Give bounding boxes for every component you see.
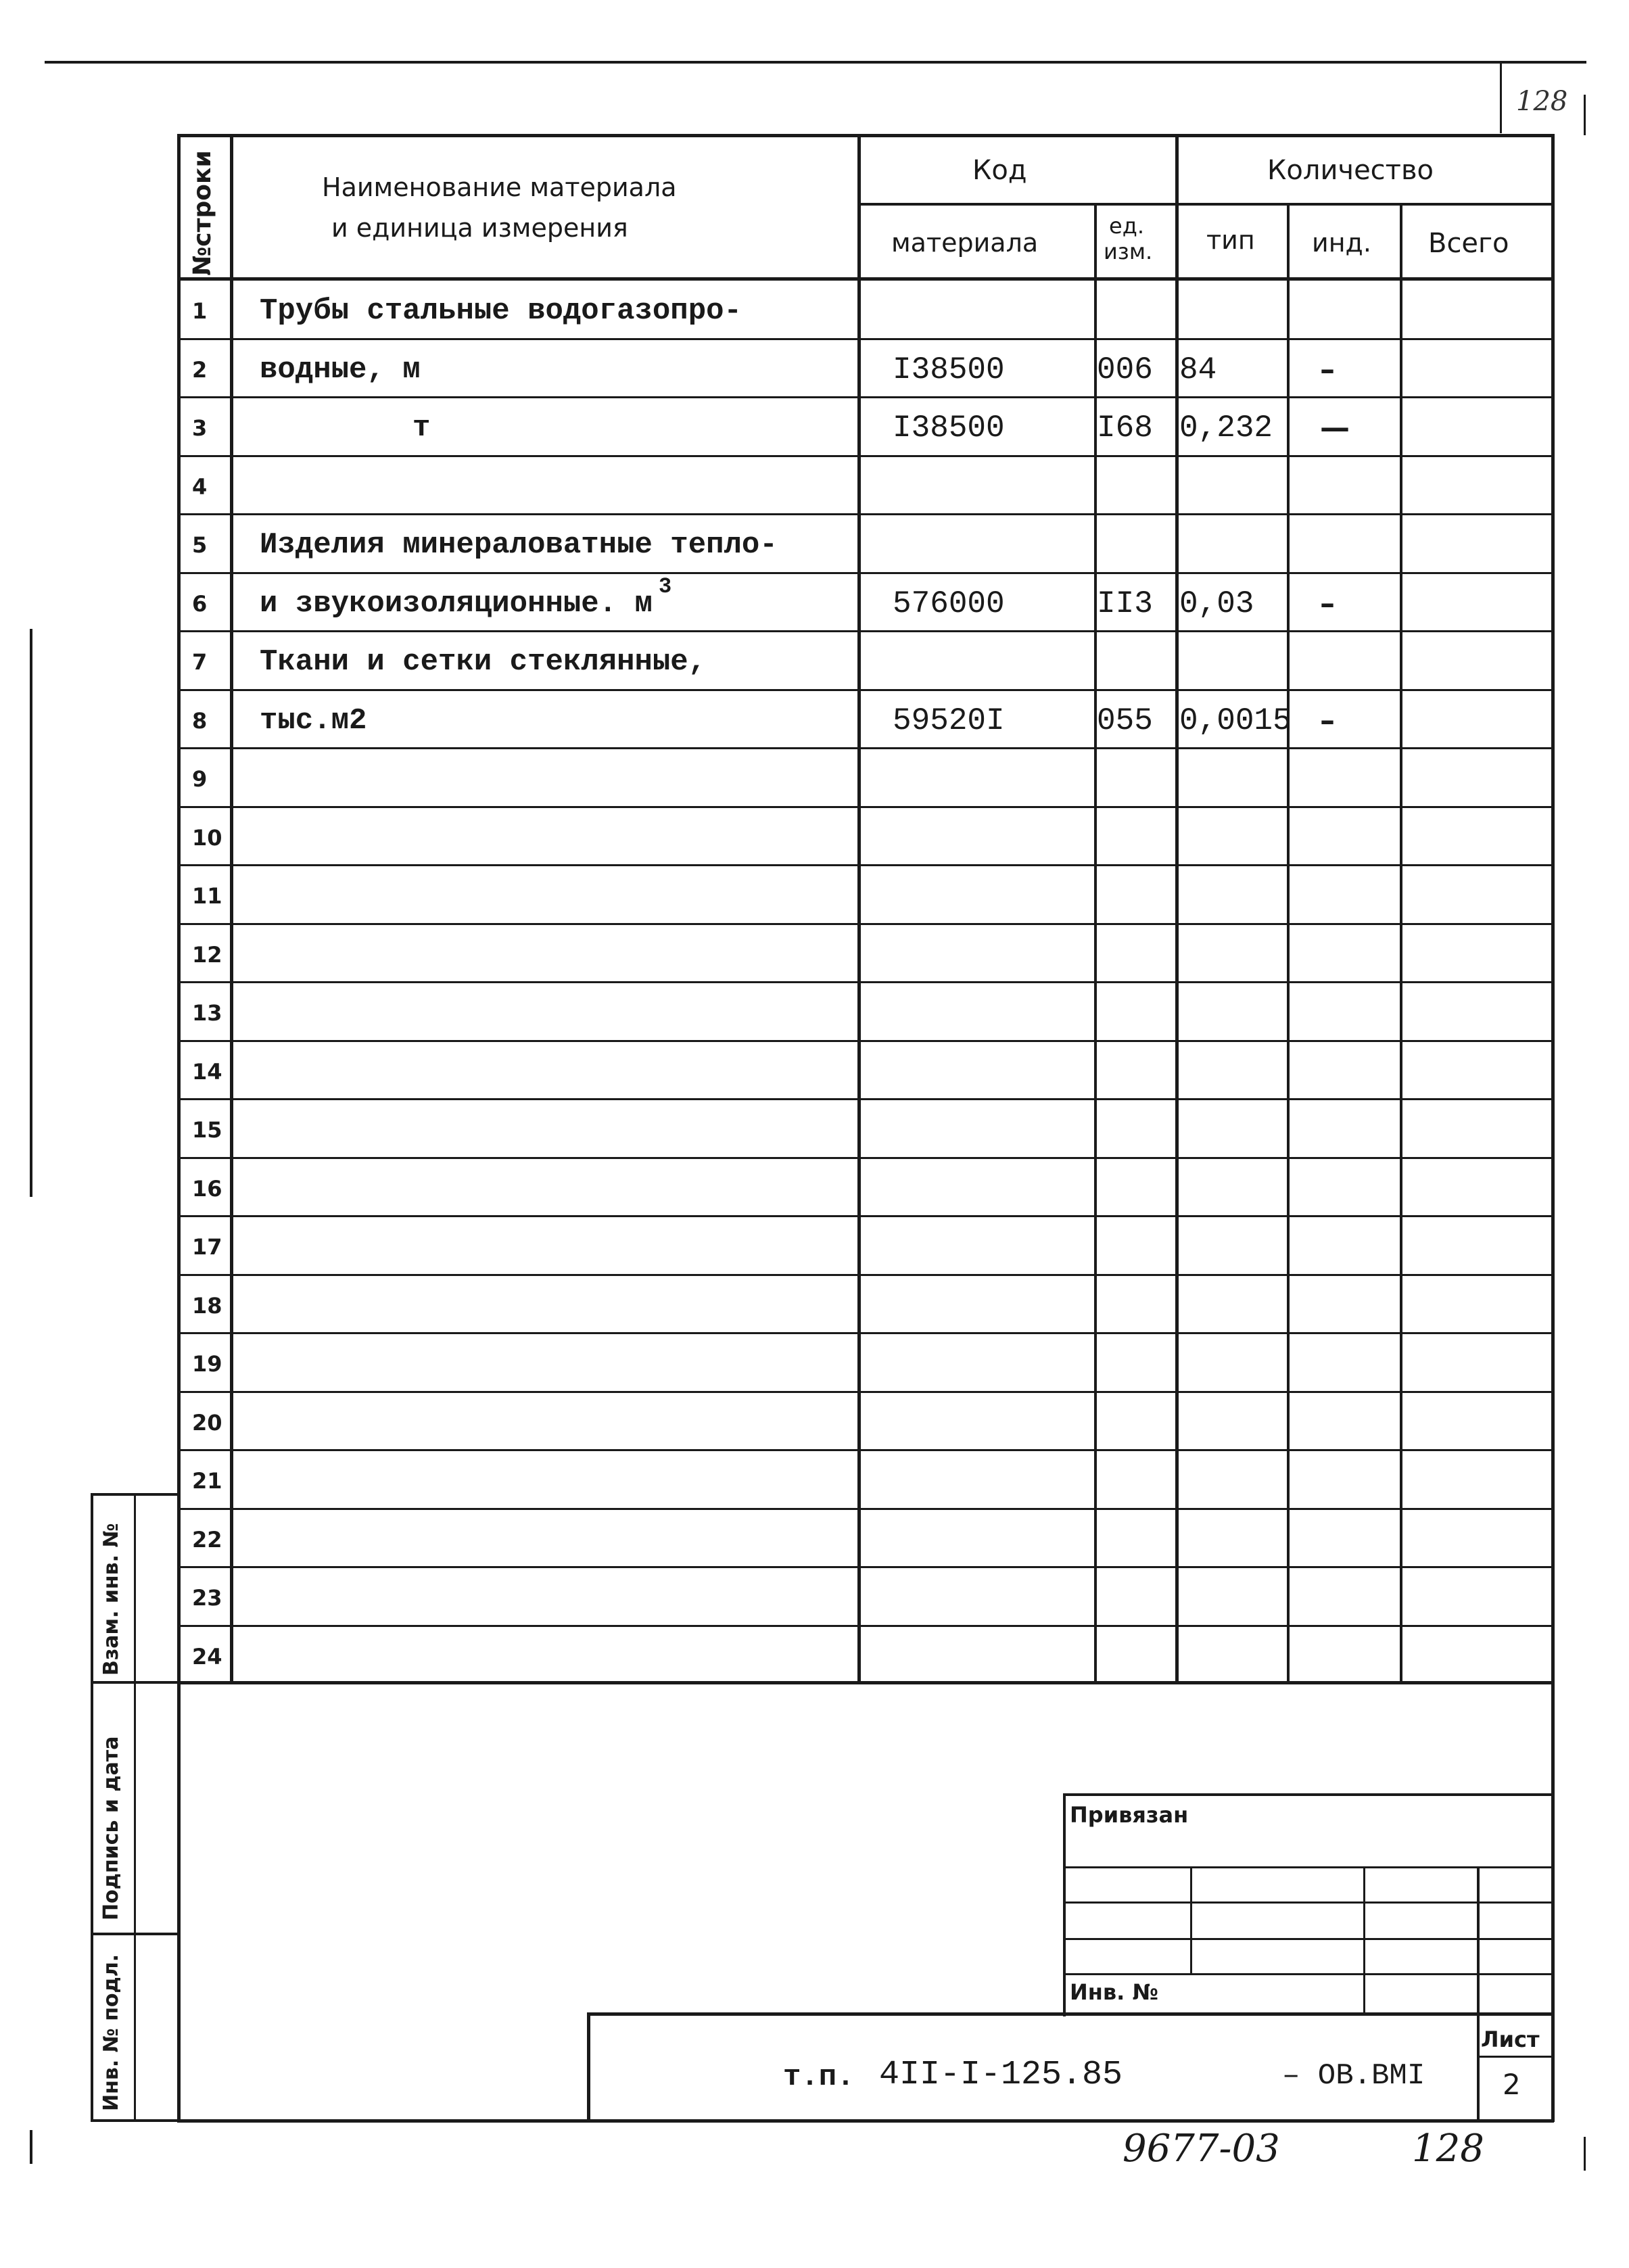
row-code-material: I38500 [893, 352, 1005, 387]
col-line-ind [1400, 204, 1402, 1682]
stamp-line-a [1063, 1866, 1554, 1868]
row-number: 19 [192, 1351, 222, 1377]
row-separator-line [177, 1449, 1554, 1451]
stamp-inv-no: Инв. № [1070, 1979, 1158, 2005]
row-qty-ind: – [1320, 352, 1335, 387]
stamp-sheet-no: 2 [1503, 2068, 1521, 2101]
designation-top-line [587, 2012, 1554, 2016]
header-row-no: №строки [189, 150, 216, 276]
row-separator-line [177, 806, 1554, 808]
doc-code: 4II-I-125.85 [879, 2056, 1123, 2094]
row-qty-type: 0,0015 [1179, 703, 1292, 738]
stamp-vline-3 [1477, 1866, 1480, 2122]
header-bottom-line [177, 277, 1554, 281]
header-col-unit-2: изм. [1104, 239, 1153, 264]
row-number: 8 [192, 708, 208, 734]
row-number: 2 [192, 357, 208, 383]
stamp-left-line [1063, 1793, 1066, 2016]
right-binding-mark [1584, 2137, 1586, 2171]
row-separator-line [177, 864, 1554, 866]
row-separator-line [177, 689, 1554, 691]
row-separator-line [177, 1274, 1554, 1276]
top-border-line [45, 61, 1586, 64]
row-separator-line [177, 1157, 1554, 1159]
col-line-type [1287, 204, 1290, 1682]
row-number: 21 [192, 1468, 222, 1494]
header-name-line1: Наименование материала [322, 172, 677, 202]
table-top-border [177, 134, 1554, 137]
row-separator-line [177, 1391, 1554, 1393]
row-qty-ind: — [1320, 410, 1350, 445]
row-number: 10 [192, 825, 222, 851]
stamp-line-d [1063, 1973, 1554, 1975]
header-code-group: Код [972, 155, 1027, 186]
row-name-superscript: 3 [659, 574, 672, 599]
stamp-vline-1 [1190, 1866, 1192, 1975]
row-separator-line [177, 1508, 1554, 1510]
row-code-material: 576000 [893, 586, 1005, 621]
table-right-border [1551, 134, 1555, 2122]
row-number: 24 [192, 1644, 222, 1670]
row-code-material: 59520I [893, 703, 1005, 738]
corner-box-left-line [1500, 62, 1502, 133]
row-name: водные, м [260, 353, 421, 387]
body-stamp-separator [177, 1681, 1554, 1684]
row-number: 22 [192, 1527, 222, 1553]
row-separator-line [177, 1040, 1554, 1042]
row-number: 3 [192, 415, 208, 441]
row-code-unit: II3 [1097, 586, 1153, 621]
side-label-sign-date: Подпись и дата [99, 1736, 123, 1920]
row-name: и звукоизоляционные. м [260, 587, 653, 621]
row-code-unit: I68 [1097, 410, 1153, 446]
footer-page-no: 128 [1412, 2127, 1484, 2171]
row-separator-line [177, 1215, 1554, 1217]
row-qty-type: 0,03 [1179, 586, 1254, 621]
left-binding-mark [30, 629, 32, 1197]
row-qty-ind: – [1320, 586, 1335, 621]
row-separator-line [177, 981, 1554, 983]
row-number: 1 [192, 298, 208, 324]
row-number: 23 [192, 1585, 222, 1611]
stamp-top-line [1063, 1793, 1554, 1796]
row-qty-type: 84 [1179, 352, 1217, 387]
row-number: 11 [192, 883, 222, 909]
row-number: 6 [192, 591, 208, 617]
side-strip-left-line [91, 1493, 93, 2122]
row-separator-line [177, 747, 1554, 749]
table-left-border [177, 134, 181, 2122]
row-number: 4 [192, 474, 208, 500]
row-number: 14 [192, 1059, 222, 1085]
footer-archive-no: 9677-03 [1123, 2127, 1280, 2171]
row-qty-type: 0,232 [1179, 410, 1273, 446]
header-name-line2: и единица измерения [331, 213, 628, 243]
stamp-bound-to: Привязан [1070, 1802, 1189, 1828]
row-separator-line [177, 1625, 1554, 1627]
row-separator-line [177, 1566, 1554, 1568]
row-separator-line [177, 338, 1554, 340]
row-name: тыс.м2 [260, 704, 367, 738]
row-separator-line [177, 630, 1554, 632]
side-label-replaced-inv: Взам. инв. № [99, 1523, 123, 1676]
table-bottom-border [177, 2119, 1554, 2123]
doc-prefix: т.п. [783, 2060, 855, 2094]
doc-suffix: – ОВ.ВМI [1282, 2059, 1425, 2093]
stamp-line-c [1063, 1938, 1554, 1940]
row-name: Изделия минераловатные тепло- [260, 528, 778, 562]
row-number: 17 [192, 1234, 222, 1260]
stamp-vline-2 [1363, 1866, 1365, 2015]
row-name: т [412, 411, 431, 445]
header-col-material: материала [891, 228, 1039, 258]
row-separator-line [177, 1332, 1554, 1334]
side-strip-inner-line [134, 1493, 136, 2122]
row-number: 7 [192, 649, 208, 675]
row-number: 5 [192, 532, 208, 558]
header-col-total: Всего [1428, 228, 1509, 259]
row-qty-ind: – [1320, 703, 1335, 738]
header-col-type: тип [1206, 225, 1255, 255]
row-number: 12 [192, 942, 222, 968]
row-number: 15 [192, 1117, 222, 1143]
header-col-unit-1: ед. [1109, 213, 1144, 239]
stamp-line-b [1063, 1901, 1554, 1904]
row-separator-line [177, 1098, 1554, 1100]
row-code-unit: 006 [1097, 352, 1153, 387]
row-name: Ткани и сетки стеклянные, [260, 645, 707, 679]
right-margin-tick [1584, 95, 1586, 135]
row-separator-line [177, 513, 1554, 515]
side-label-inv-orig: Инв. № подл. [99, 1954, 123, 2111]
row-name: Трубы стальные водогазопро- [260, 294, 742, 328]
row-number: 18 [192, 1293, 222, 1319]
designation-left-line [587, 2012, 590, 2122]
row-code-material: I38500 [893, 410, 1005, 446]
header-qty-group: Количество [1267, 155, 1434, 186]
row-number: 16 [192, 1176, 222, 1202]
row-separator-line [177, 455, 1554, 457]
row-separator-line [177, 572, 1554, 574]
header-mid-line [857, 203, 1554, 206]
row-code-unit: 055 [1097, 703, 1153, 738]
row-number: 20 [192, 1410, 222, 1436]
row-separator-line [177, 396, 1554, 398]
row-separator-line [177, 923, 1554, 925]
stamp-sheet-label: Лист [1481, 2027, 1540, 2052]
sheet-corner-number: 128 [1516, 86, 1568, 117]
row-number: 13 [192, 1000, 222, 1026]
sheet-label-line [1477, 2056, 1554, 2058]
header-col-ind: инд. [1312, 228, 1371, 258]
row-number: 9 [192, 766, 208, 792]
left-binding-mark-bottom [30, 2130, 32, 2164]
